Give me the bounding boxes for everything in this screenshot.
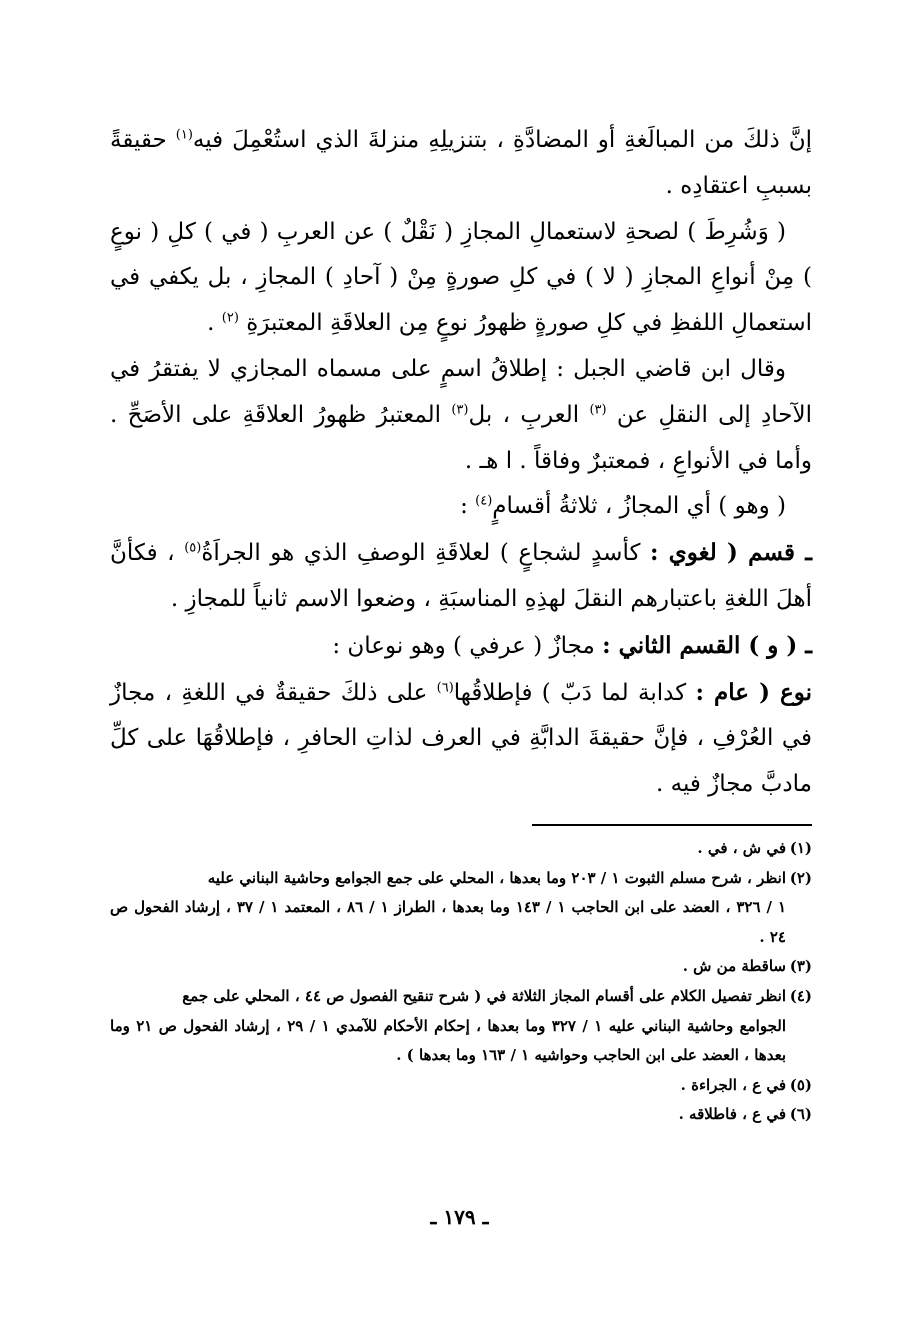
paragraph-1-end: حقيقةً بسببِ اعتقادِه . [110, 127, 812, 199]
paragraph-6 [110, 623, 812, 670]
paragraph-5 [110, 530, 812, 623]
footnote-ref-3a[interactable]: (٣) [589, 402, 607, 418]
footnote-ref-3b[interactable]: (٣) [451, 402, 469, 418]
paragraph-2-end: . [207, 310, 222, 337]
footnote-6 [110, 1100, 812, 1130]
footnote-number: (٢) [789, 868, 812, 887]
footnote-ref-4[interactable]: (٤) [475, 493, 493, 509]
section-heading-general: نوع ( عام : [695, 678, 813, 706]
paragraph-6-text: مجازٌ ( عرفي ) وهو نوعان : [332, 632, 603, 659]
paragraph-5-end: ، فكأنَّ أهلَ اللغةِ باعتبارهم النقلَ لهذِهِ المناسبَةِ ، وضعوا الاسم ثانياً للمجازِ . [110, 540, 812, 612]
footnote-text: في ع ، فاطلاقه . [678, 1105, 786, 1124]
section-heading-linguistic: ـ قسم ( لغوي : [649, 539, 813, 567]
footnote-4 [110, 982, 812, 1012]
footnote-ref-2[interactable]: (٢) [221, 310, 239, 326]
footnote-4-continued: الجوامع وحاشية البناني عليه ١ / ٣٢٧ وما بعدها ، إحكام الأحكام للآمدي ١ / ٢٩ ، إرشاد الفحول ص ٢١ وما بعدها ، العضد على ابن الحاجب وحواشيه ١ / ١٦٣ وما بعدها ) . [110, 1016, 786, 1065]
footnote-text: انظر ، شرح مسلم الثبوت ١ / ٢٠٣ وما بعدها ، المحلي على جمع الجوامع وحاشية البناني عليه [207, 868, 786, 887]
paragraph-5-text: كأسدٍ لشجاعٍ ) لعلاقَةِ الوصفِ الذي هو الجراَةُ [201, 540, 650, 567]
footnote-number: (٦) [789, 1105, 812, 1124]
paragraph-2-text: ( وَشُرِطَ ) لصحةِ لاستعمالِ المجازِ ( نَقْلٌ ) عن العربِ ( في ) كلِ ( نوعٍ ) مِنْ أنواعِ المجازِ ( لا ) في كلِ صورةٍ مِنْ ( آحادِ ) المجازِ ، بل يكفي في استعمالِ اللفظِ في كلِ صورةٍ ظهورُ نوعٍ مِن العلاقَةِ المعتبرَةِ [110, 218, 812, 337]
footnote-text: انظر تفصيل الكلام على أقسام المجاز الثلاثة في ( شرح تنقيح الفصول ص ٤٤ ، المحلي على جمع [182, 986, 786, 1005]
footnote-text: ساقطة من ش . [682, 957, 786, 976]
paragraph-3 [110, 347, 812, 484]
footnote-number: (٣) [789, 957, 812, 976]
paragraph-3-text-c: المعتبرُ ظهورُ العلاقَةِ على الأصَحِّ . وأما في الأنواعِ ، فمعتبرٌ وفاقاً . ا هـ . [110, 401, 812, 474]
footnotes [110, 834, 812, 1130]
footnote-2-continued: ١ / ٣٢٦ ، العضد على ابن الحاجب ١ / ١٤٣ وما بعدها ، الطراز ١ / ٨٦ ، المعتمد ١ / ٣٧ ، إرشاد الفحول ص ٢٤ . [110, 898, 787, 946]
paragraph-3-text-a: وقال ابن قاضي الجبل : إطلاقُ اسمٍ على مسماه المجازي لا يفتقرُ في الآحادِ إلى النقلِ عن [110, 355, 812, 428]
footnote-2 [110, 864, 812, 894]
paragraph-7-text: كدابة لما دَبّ ) فإطلاقُها [453, 679, 696, 706]
footnote-ref-5[interactable]: (٥) [184, 540, 202, 556]
paragraph-2 [110, 210, 812, 347]
paragraph-4 [110, 484, 812, 530]
section-heading-customary: ـ ( و ) القسم الثاني : [602, 631, 812, 659]
footnote-number: (٤) [789, 986, 812, 1005]
paragraph-4-text: ( وهو ) أي المجازُ ، ثلاثةُ أقسامٍ [492, 493, 786, 520]
footnote-text: في ع ، الجراءة . [680, 1075, 786, 1094]
footnote-5 [110, 1071, 812, 1101]
footnote-ref-1[interactable]: (١) [175, 127, 193, 143]
footnote-3 [110, 952, 812, 982]
paragraph-1-text: إنَّ ذلكَ من المبالَغةِ أو المضادَّةِ ، بتنزيلِهِ منزلةَ الذي استُعْمِلَ فيه [192, 127, 813, 153]
footnote-number: (٥) [789, 1075, 812, 1094]
footnote-ref-6[interactable]: (٦) [436, 679, 454, 695]
footnote-number: (١) [789, 838, 812, 857]
paragraph-7 [110, 670, 812, 808]
footnote-divider [532, 824, 812, 826]
paragraph-3-text-b: العربِ ، بل [468, 401, 590, 428]
paragraph-4-end: : [460, 493, 476, 520]
footnote-1 [110, 834, 812, 864]
paragraph-7-end: على ذلكَ حقيقةٌ في اللغةِ ، مجازٌ في العُرْفِ ، فإنَّ حقيقةَ الدابَّةِ في العرف لذاتِ الحافرِ ، فإطلاقُهَا على كلِّ مادبَّ مجازٌ فيه . [110, 679, 812, 798]
page-content [110, 118, 812, 1130]
page-number: ـ ١٧٩ ـ [430, 1205, 489, 1229]
paragraph-1 [110, 118, 812, 210]
main-text [110, 118, 812, 808]
footnote-text: في ش ، في . [697, 838, 786, 857]
